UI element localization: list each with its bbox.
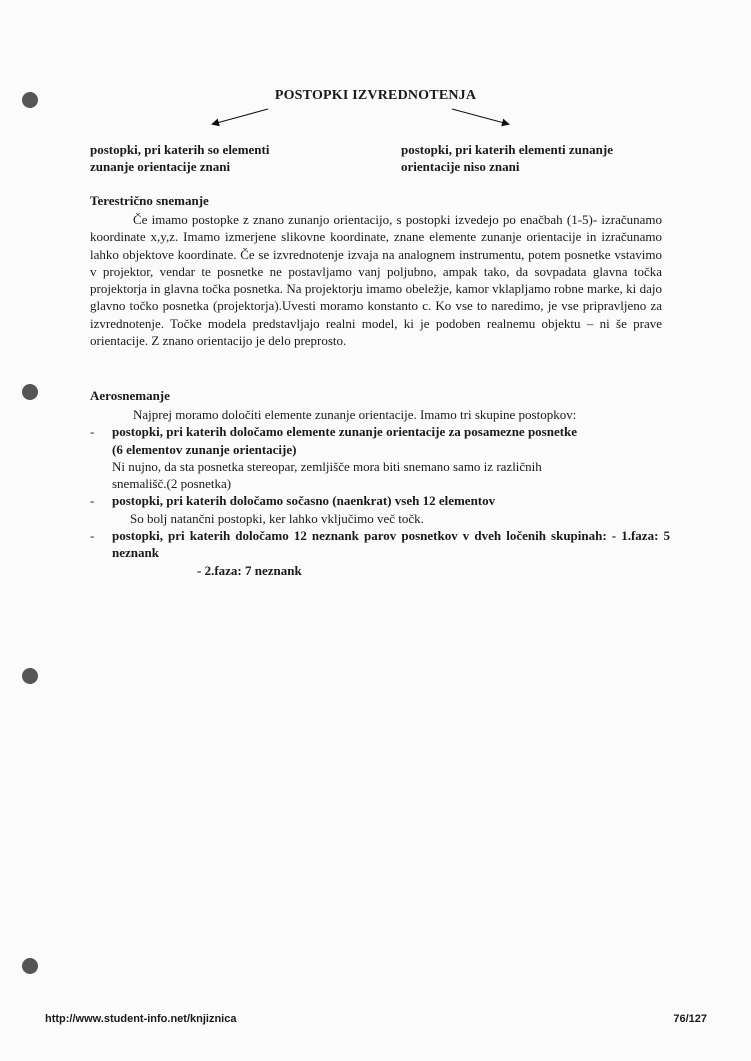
section-heading-aerosnemanje: Aerosnemanje <box>90 388 170 403</box>
punch-hole <box>22 668 38 684</box>
list-item: - postopki, pri katerih določamo sočasno (naenkrat) vseh 12 elementov So bolj natančni postopki, ker lahko vključimo več točk. <box>90 493 496 526</box>
section-heading-terestricno: Terestrično snemanje <box>90 193 209 208</box>
list-item: - postopki, pri katerih določamo 12 neznank parov posnetkov v dveh ločenih skupinah: - 1.faza: 5 neznank - 2.faza: 7 neznank <box>90 528 670 578</box>
branch-arrows <box>0 0 751 140</box>
footer-url: http://www.student-info.net/knjiznica <box>45 1013 237 1025</box>
page-number: 76/127 <box>673 1013 707 1025</box>
arrow-right <box>452 109 508 124</box>
right-branch-label: postopki, pri katerih elementi zunanje orientacije niso znani <box>401 142 613 174</box>
page-title: POSTOPKI IZVREDNOTENJA <box>274 88 477 103</box>
aerosnemanje-section <box>90 406 670 579</box>
paragraph-terestricno: Če imamo postopke z znano zunanjo orientacijo, s postopki izvedejo po enačbah (1-5)- izračunamo koordinate x,y,z. Imamo izmerjene slikovne koordinate, znane elemente zunanje orientacije in izračunamo lahko objektove koordinate. Če se izvrednotenje izvaja na analognem instrumentu, potem posnetke vstavimo v projektor, vendar te posnetke ne postavljamo vanj poljubno, ampak tako, da sovpadata glavna točka projektorja in glavna točka posnetka. Na projektorju imamo obeležje, kamor vklapljamo robne marke, ki dajo glavno točko posnetka (projektorja).Uvesti moramo konstanto c. Ko vse to naredimo, je vse pripravljeno za izvrednotenje. Točke modela predstavljajo realni model, ki je podoben realnemu objektu – ni še prave orientacije. Z znano orientacijo je delo preprosto. <box>90 212 662 349</box>
left-branch-label: postopki, pri katerih so elementi zunanje orientacije znani <box>90 142 270 174</box>
punch-hole <box>22 958 38 974</box>
punch-hole <box>22 384 38 400</box>
list-item: - postopki, pri katerih določamo elemente zunanje orientacije za posamezne posnetke (6 elementov zunanje orientacije) Ni nujno, da sta posnetka stereopar, zemljišče mora biti snemano samo iz različnih snemališč.(2 posnetka) <box>90 424 578 492</box>
arrow-left <box>213 109 268 124</box>
aerosnemanje-intro: Najprej moramo določiti elemente zunanje orientacije. Imamo tri skupine postopkov: <box>133 407 577 422</box>
